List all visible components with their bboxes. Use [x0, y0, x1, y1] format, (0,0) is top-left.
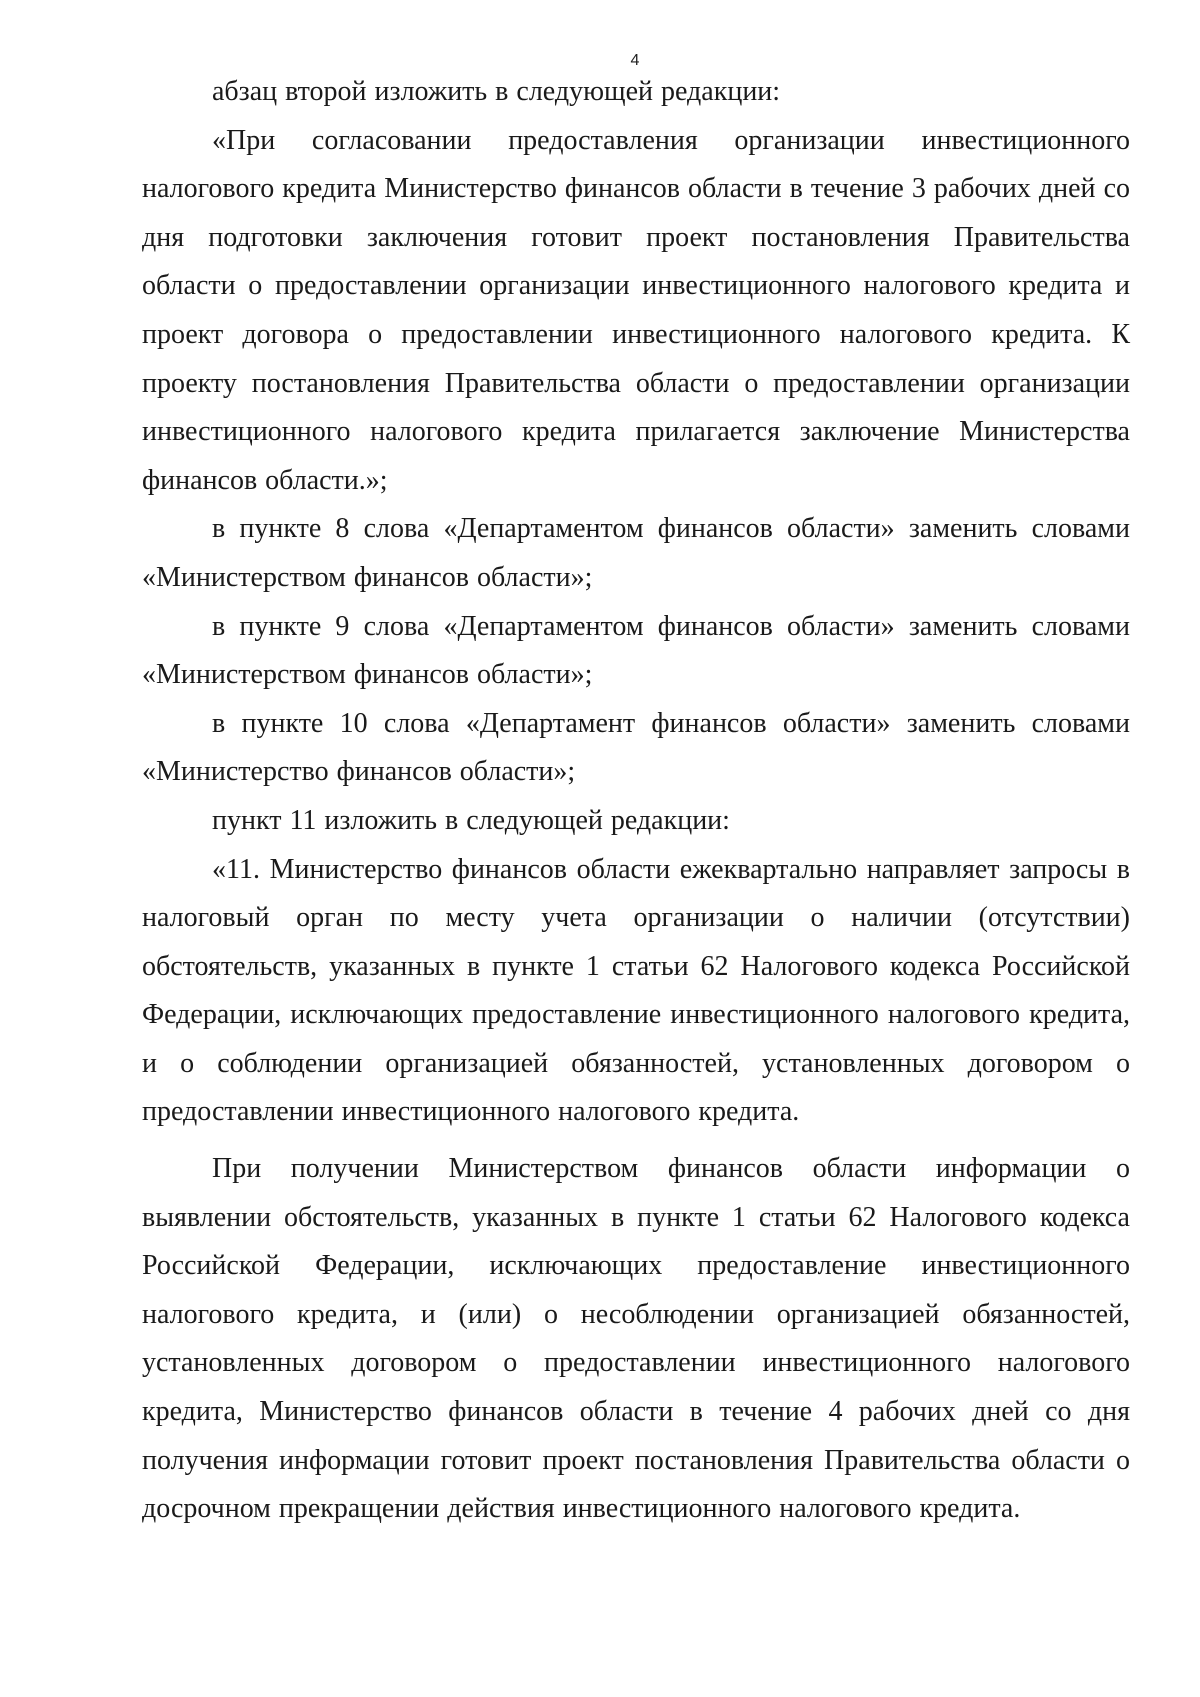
paragraph-5: в пункте 10 слова «Департамент финансов области» заменить словами «Министерство финансов области»;: [142, 707, 1130, 788]
paragraph-6: пункт 11 изложить в следующей редакции:: [212, 804, 730, 836]
paragraph-1: абзац второй изложить в следующей редакции:: [212, 76, 781, 107]
page-number: 4: [630, 52, 640, 69]
paragraph-4: в пункте 9 слова «Департаментом финансов области» заменить словами «Министерством финансов области»;: [142, 610, 1130, 691]
paragraph-7: «11. Министерство финансов области ежеквартально направляет запросы в налоговый орган по месту учета организации о наличии (отсутствии) обстоятельств, указанных в пункте 1 статьи 62 Налогового кодекса Российской Федерации, исключающих предоставление инвестиционного налогового кредита, и о соблюдении организацией обязанностей, установленных договором о предоставлении инвестиционного налогового кредита.: [142, 853, 1130, 1128]
paragraph-8: При получении Министерством финансов области информации о выявлении обстоятельств, указанных в пункте 1 статьи 62 Налогового кодекса Российской Федерации, исключающих предоставление инвестиционного налогового кредита, и (или) о несоблюдении организацией обязанностей, установленных договором о предоставлении инвестиционного налогового кредита, Министерство финансов области в течение 4 рабочих дней со дня получения информации готовит проект постановления Правительства области о досрочном прекращении действия инвестиционного налогового кредита.: [142, 1153, 1130, 1525]
paragraph-2: «При согласовании предоставления организации инвестиционного налогового кредита Министерство финансов области в течение 3 рабочих дней со дня подготовки заключения готовит проект постановления Правительства области о предоставлении организации инвестиционного налогового кредита и проект договора о предоставлении инвестиционного налогового кредита. К проекту постановления Правительства области о предоставлении организации инвестиционного налогового кредита прилагается заключение Министерства финансов области.»;: [142, 124, 1130, 496]
paragraph-3: в пункте 8 слова «Департаментом финансов области» заменить словами «Министерством финансов области»;: [142, 513, 1130, 593]
document-body: [142, 68, 1130, 1534]
